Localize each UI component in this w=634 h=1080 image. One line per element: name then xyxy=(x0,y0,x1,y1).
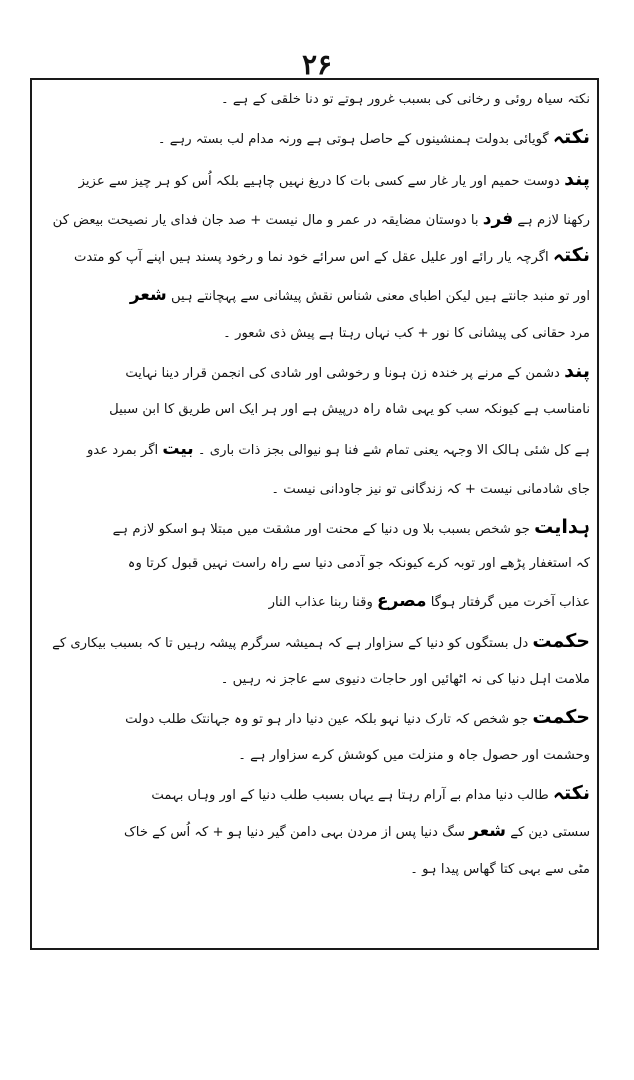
text-line xyxy=(44,476,590,503)
line-text: ملامت اہل دنیا کی نہ اٹھائیں اور حاجات دنیوی سے عاجز نہ رہیں ۔ xyxy=(220,672,590,687)
line-text: نکتہ سیاہ روئی و رخانی کی بسبب غرور ہوتے تو دنا خلقی کے ہے ۔ xyxy=(221,92,590,107)
line-text: جو شخص بسبب بلا وں دنیا کے محنت اور مشقت میں مبتلا ہو اسکو لازم ہے xyxy=(112,522,530,537)
text-line xyxy=(44,780,590,807)
line-text-continued: وقنا ربنا عذاب النار xyxy=(268,595,373,610)
line-text: جو شخص کہ تارک دنیا نہو بلکہ عین دنیا دار ہو تو وہ جہانتک طلب دولت xyxy=(125,712,529,727)
section-keyword: نکتہ xyxy=(552,244,590,266)
text-line xyxy=(44,166,590,193)
line-text: جای شادمانی نیست + کہ زندگانی تو نیز جاودانی نیست ۔ xyxy=(271,482,590,497)
text-line xyxy=(44,704,590,731)
line-text: نامناسب ہے کیونکہ سب کو یہی شاہ راہ درپیش ہے اور ہر ایک اس طریق کا ابن سبیل xyxy=(109,402,590,417)
text-line xyxy=(410,856,590,883)
text-line xyxy=(44,742,590,769)
inline-keyword: مصرع xyxy=(377,591,427,611)
section-keyword: پند xyxy=(564,168,590,190)
text-line xyxy=(44,124,590,151)
line-text: رکھنا لازم ہے xyxy=(517,213,590,228)
line-text: مرد حقانی کی پیشانی کا نور + کب نہاں رہتا ہے پیش ذی شعور ۔ xyxy=(223,326,590,341)
page-number: ۲۶ xyxy=(301,48,333,81)
text-line xyxy=(44,818,590,845)
line-text: طالب دنیا مدام بے آرام رہتا ہے یہاں بسبب طلب دنیا کے اور وہاں بہمت xyxy=(151,788,549,803)
text-line xyxy=(44,358,590,385)
text-line xyxy=(44,206,590,233)
section-keyword: پند xyxy=(564,360,590,382)
section-keyword: ہدایت xyxy=(534,516,590,538)
line-text: اور تو منبد جانتے ہیں لیکن اطبای معنی شناس نقش پیشانی سے پہچانتے ہیں xyxy=(170,289,590,304)
line-text: دل بستگوں کو دنیا کے سزاوار ہے کہ ہمیشہ سرگرم پیشہ رہیں تا کہ بسبب بیکاری کے xyxy=(52,636,529,651)
inline-keyword: شعر xyxy=(129,285,167,305)
text-line xyxy=(44,320,590,347)
line-text: اگرچہ یار رائے اور علیل عقل کے اس سرائے خود نما و رخود پسند ہیں اپنے آپ کو متدت xyxy=(74,250,549,265)
text-line xyxy=(44,436,590,463)
text-line xyxy=(44,242,590,269)
line-text: کہ استغفار پڑھے اور توبہ کرے کیونکہ جو آدمی دنیا سے راہ راست نہیں قبول کرتا وہ xyxy=(127,556,590,571)
section-keyword: نکتہ xyxy=(552,782,590,804)
text-line xyxy=(44,666,590,693)
section-keyword: نکتہ xyxy=(552,126,590,148)
section-keyword: حکمت xyxy=(532,630,590,652)
line-text: دشمن کے مرنے پر خندہ زن ہونا و رخوشی اور شادی کی انجمن قرار دینا نہایت xyxy=(125,366,560,381)
text-line xyxy=(44,514,590,541)
line-text-continued: سگ دنیا پس از مردن بہی دامن گیر دنیا ہو + کہ اُس کے خاک xyxy=(124,825,465,840)
inline-keyword: شعر xyxy=(469,821,507,841)
section-keyword: حکمت xyxy=(532,706,590,728)
inline-keyword: بیت xyxy=(162,439,194,459)
line-text: وحشمت اور حصول جاہ و منزلت میں کوشش کرے سزاوار ہے ۔ xyxy=(238,748,590,763)
line-text: عذاب آخرت میں گرفتار ہوگا xyxy=(430,595,590,610)
text-line xyxy=(44,282,590,309)
line-text-continued: با دوستان مضایقہ در عمر و مال نیست + صد جان فدای یار نصیحت بیعض کن xyxy=(52,213,479,228)
line-text: مٹی سے بہی کتا گھاس پیدا ہو ۔ xyxy=(410,862,590,877)
text-line xyxy=(44,588,590,615)
text-line xyxy=(44,86,590,113)
text-line xyxy=(44,396,590,423)
line-text: سستی دین کے xyxy=(510,825,590,840)
line-text: ہے کل شئی ہالک الا وجہہ یعنی تمام شے فنا ہو نیوالی بجز ذات باری ۔ xyxy=(197,443,590,458)
line-text-continued: اگر بمرد عدو xyxy=(86,443,159,458)
text-block xyxy=(44,86,590,946)
text-line xyxy=(44,628,590,655)
inline-keyword: فرد xyxy=(482,209,514,229)
line-text: دوست حمیم اور یار غار سے کسی بات کا دریغ نہیں چاہیے بلکہ اُس کو ہر چیز سے عزیز xyxy=(78,174,560,189)
line-text: گویائی بدولت ہمنشینوں کے حاصل ہوتی ہے ورنہ مدام لب بستہ رہے ۔ xyxy=(157,132,549,147)
text-line xyxy=(44,550,590,577)
